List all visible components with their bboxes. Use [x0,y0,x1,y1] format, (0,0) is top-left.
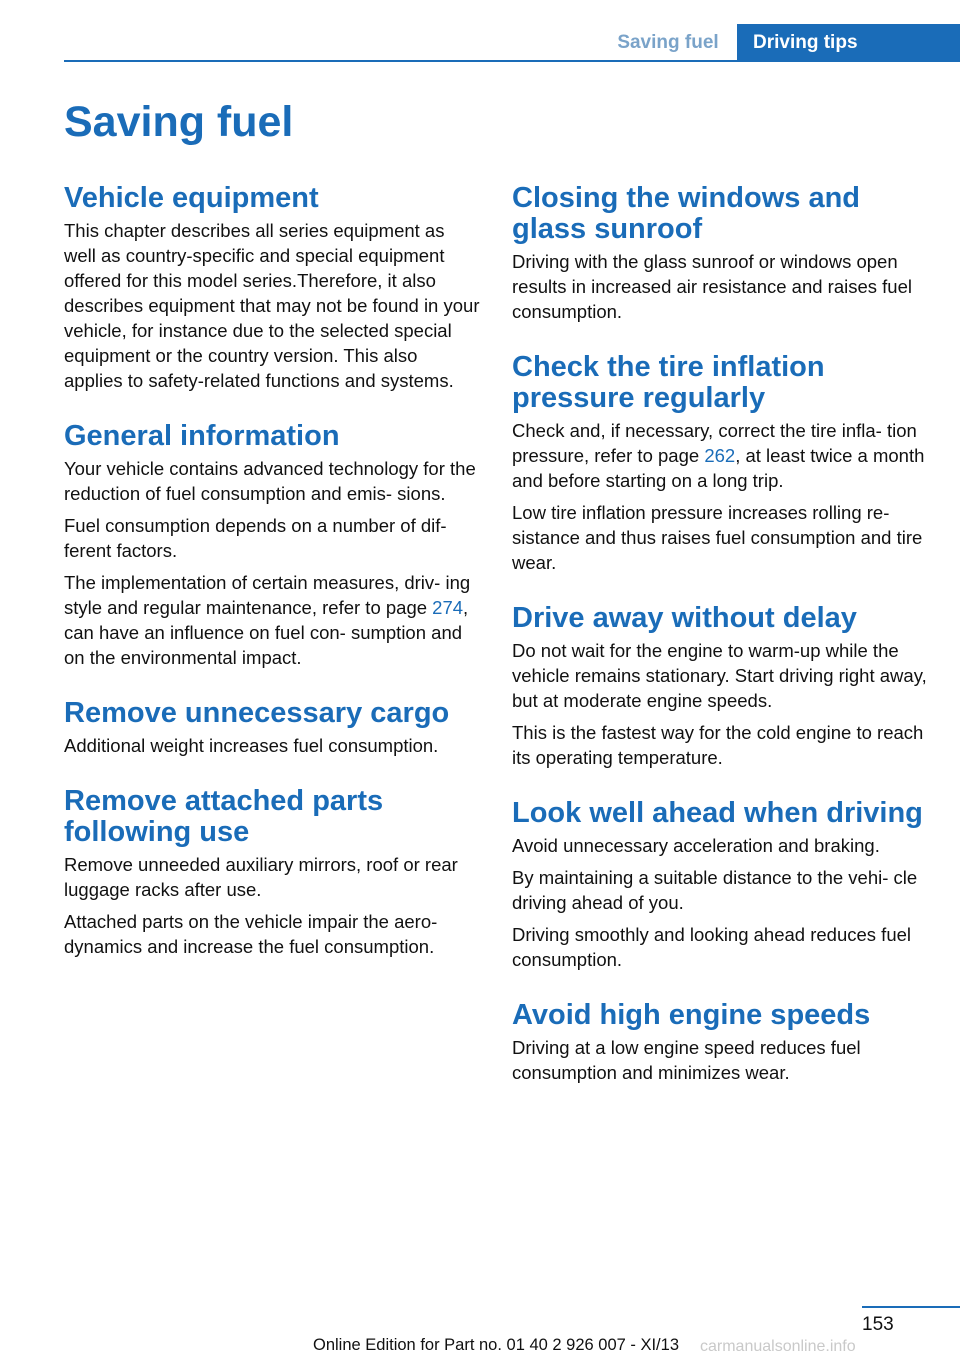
remove-parts-p2: Attached parts on the vehicle impair the aero‐ dynamics and increase the fuel consumption. [64,911,438,957]
header-chapter-tab: Driving tips [737,24,960,62]
drive-away-p1: Do not wait for the engine to warm-up while the vehicle remains stationary. Start driving right away, but at moderate engine speeds. [512,640,927,711]
general-information-p1: Your vehicle contains advanced technology for the reduction of fuel consumption and emis‐ sions. [64,458,476,504]
footer-rule [862,1306,960,1308]
tire-pressure-p1-after: , at least twice a month and before starting on a long trip. [512,445,925,491]
general-information-p3-before: The implementation of certain measures, driv‐ ing style and regular maintenance, refer to page [64,572,471,618]
page-title: Saving fuel [64,98,294,146]
page-number: 153 [862,1314,894,1335]
general-information-p3-after: , can have an influence on fuel con‐ sumption and on the environmental impact. [64,597,469,668]
avoid-speeds-text: Driving at a low engine speed reduces fuel consumption and minimizes wear. [512,1037,861,1083]
left-column [64,183,480,966]
general-information-p3 [64,570,480,670]
vehicle-equipment-text: This chapter describes all series equipment as well as country-specific and special equipment offered for this model series.Therefore, it also describes equipment that may not be found in your vehicle, for instance due to the selected special equipment or the country version. This also applies to safety-related functions and systems. [64,220,480,391]
edition-text: Online Edition for Part no. 01 40 2 926 007 - XI/13 [313,1336,679,1354]
look-ahead-p2: By maintaining a suitable distance to the vehi‐ cle driving ahead of you. [512,867,918,913]
general-information-p2: Fuel consumption depends on a number of dif‐ ferent factors. [64,515,447,561]
remove-parts-p1: Remove unneeded auxiliary mirrors, roof or rear luggage racks after use. [64,854,458,900]
heading-remove-cargo: Remove unnecessary cargo [64,697,450,729]
heading-vehicle-equipment: Vehicle equipment [64,182,319,214]
watermark: carmanualsonline.info [700,1338,856,1355]
tire-pressure-p1 [512,418,932,493]
remove-cargo-text: Additional weight increases fuel consumption. [64,735,439,756]
page-link-274[interactable]: 274 [432,597,464,618]
header-section-tab: Saving fuel [617,32,719,53]
header-rule [64,60,960,62]
heading-look-ahead: Look well ahead when driving [512,797,923,829]
tire-pressure-p2: Low tire inflation pressure increases rolling re‐ sistance and thus raises fuel consumption and tire wear. [512,502,923,573]
heading-avoid-speeds: Avoid high engine speeds [512,999,871,1031]
heading-general-information: General information [64,420,340,452]
closing-windows-text: Driving with the glass sunroof or windows open results in increased air resistance and raises fuel consumption. [512,251,912,322]
drive-away-p2: This is the fastest way for the cold engine to reach its operating temperature. [512,722,924,768]
page-link-262[interactable]: 262 [704,445,736,466]
right-column [512,183,932,1092]
look-ahead-p1: Avoid unnecessary acceleration and braking. [512,835,880,856]
heading-tire-pressure: Check the tire inflation pressure regularly [512,351,825,414]
heading-remove-parts: Remove attached parts following use [64,785,384,848]
tire-pressure-p1-before: Check and, if necessary, correct the tire infla‐ tion pressure, refer to page [512,420,917,466]
heading-closing-windows: Closing the windows and glass sunroof [512,182,860,245]
heading-drive-away: Drive away without delay [512,602,857,634]
look-ahead-p3: Driving smoothly and looking ahead reduces fuel consumption. [512,924,912,970]
